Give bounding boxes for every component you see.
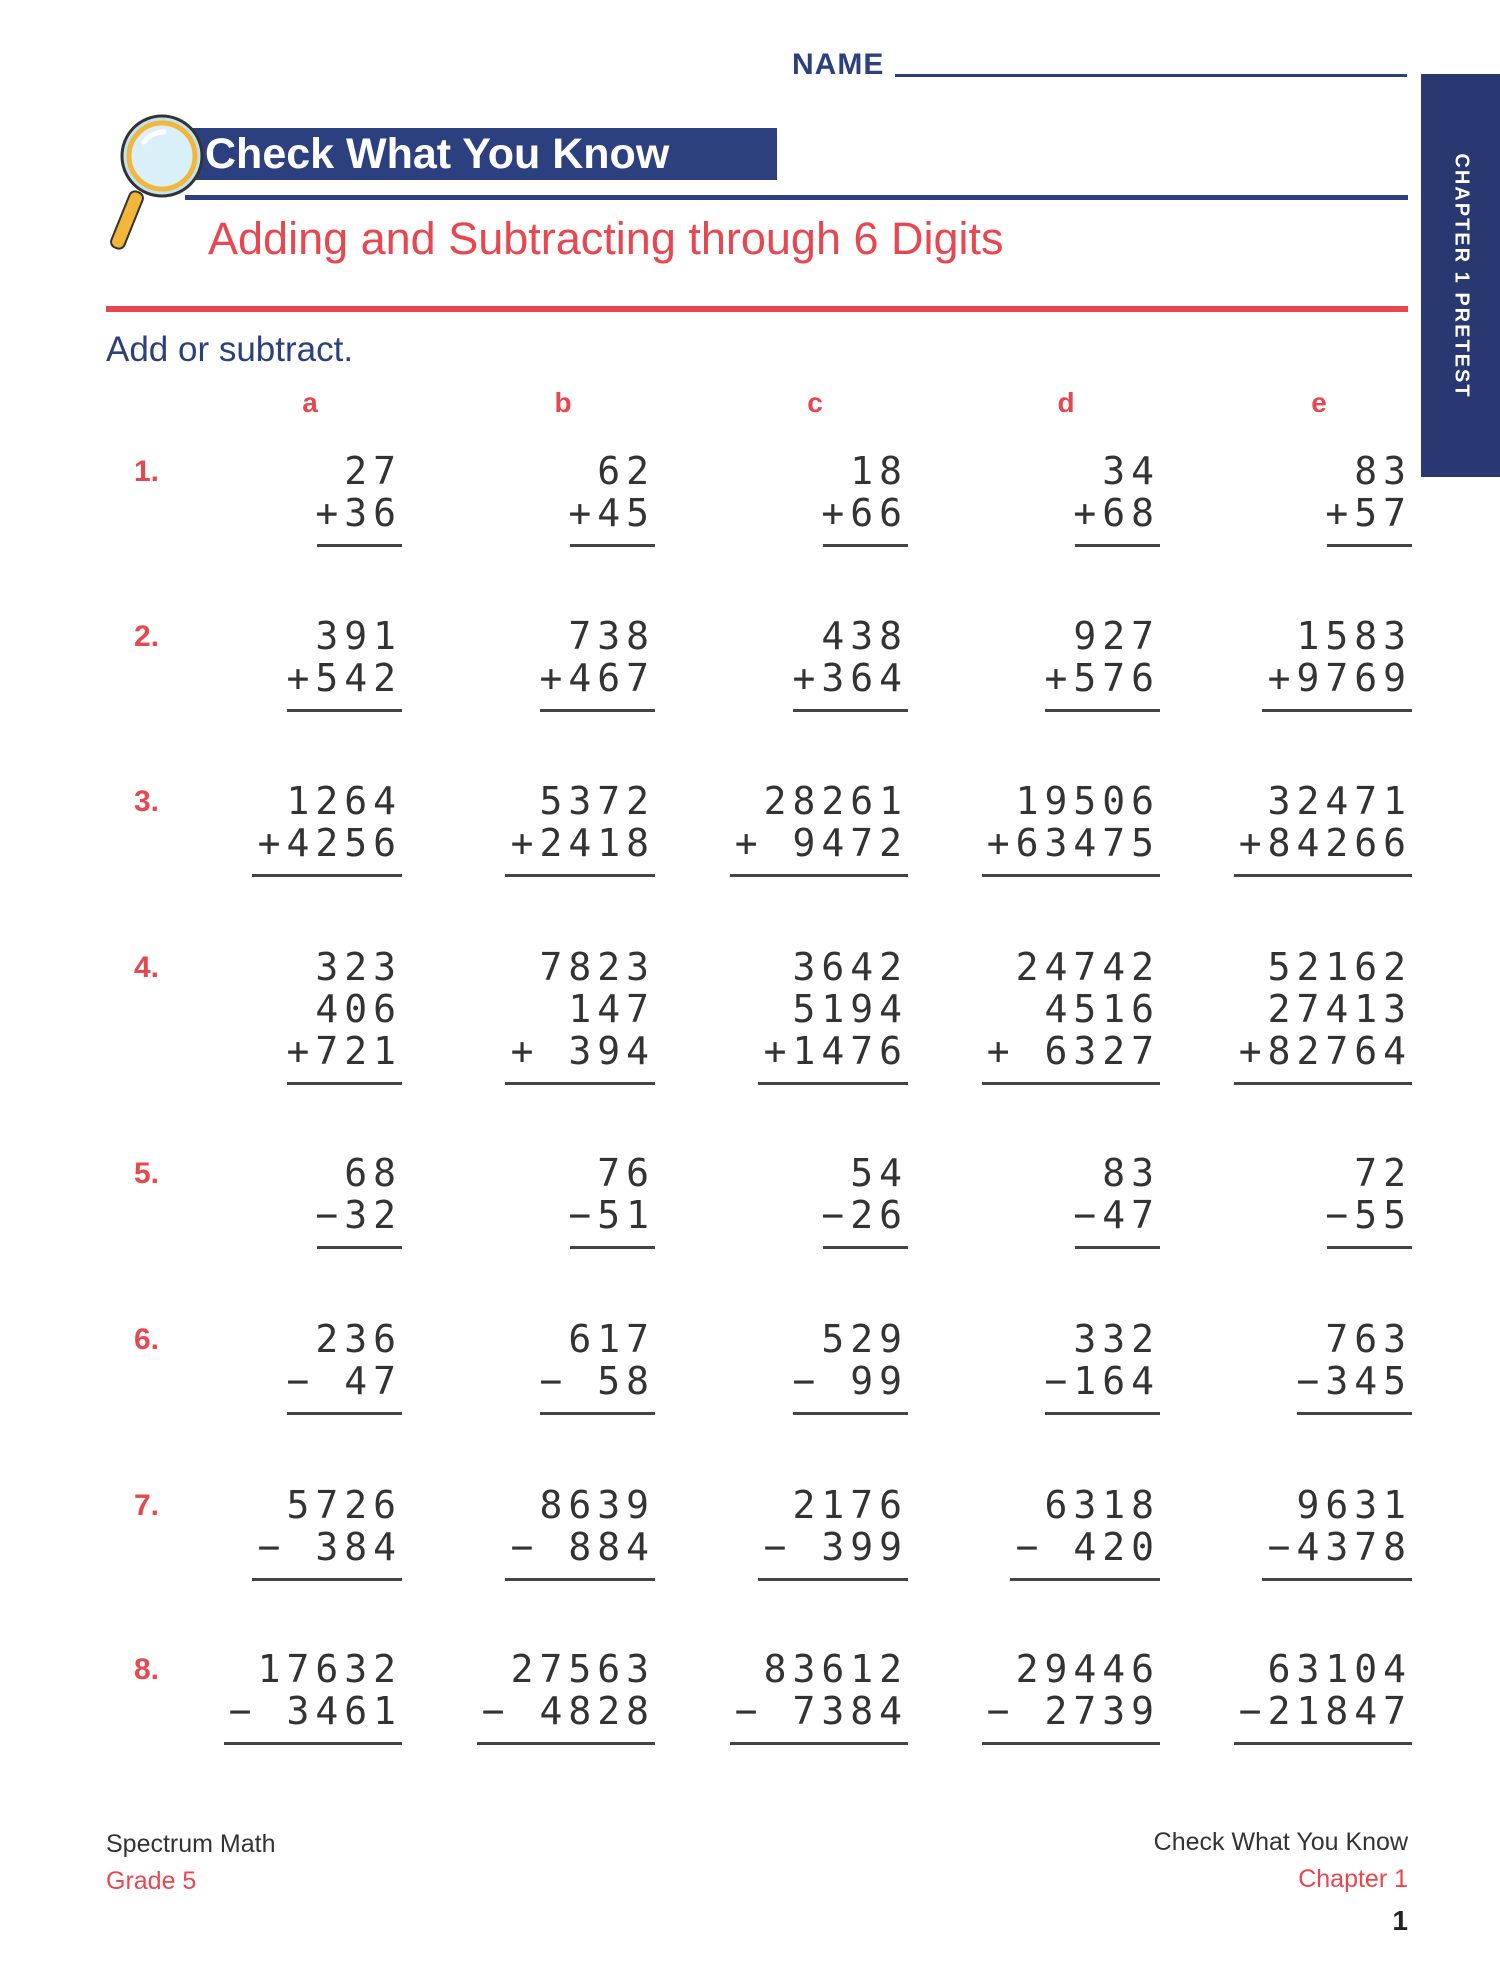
problem-2-a — [222, 615, 402, 712]
row-number: 3. — [134, 785, 160, 818]
problem-3-e — [1232, 780, 1412, 877]
operand-with-operator: +9769 — [1267, 656, 1412, 700]
answer-line[interactable] — [252, 874, 402, 877]
operand-with-operator: +542 — [286, 656, 402, 700]
answer-line[interactable] — [758, 1082, 908, 1085]
answer-line[interactable] — [540, 709, 655, 712]
problem-8-b — [475, 1648, 655, 1745]
operand: 391 — [315, 614, 402, 658]
problem-2-b — [475, 615, 655, 712]
operand-with-operator: +63475 — [986, 821, 1160, 865]
row-number: 6. — [134, 1323, 160, 1356]
operand: 68 — [344, 1151, 402, 1195]
operand-with-operator: +1476 — [763, 1029, 908, 1073]
operand-with-operator: − 399 — [763, 1525, 908, 1569]
operand: 83 — [1102, 1151, 1160, 1195]
title-underline — [185, 195, 1408, 200]
answer-line[interactable] — [793, 1412, 908, 1415]
operand: 27563 — [510, 1647, 655, 1691]
problem-7-c — [728, 1484, 908, 1581]
operand: 438 — [821, 614, 908, 658]
answer-line[interactable] — [758, 1578, 908, 1581]
operand: 3642 — [792, 945, 908, 989]
problem-6-b — [475, 1318, 655, 1415]
column-letter-c: c — [807, 387, 823, 418]
problem-5-a — [222, 1152, 402, 1249]
operand-with-operator: − 7384 — [734, 1689, 908, 1733]
answer-line[interactable] — [982, 1082, 1160, 1085]
row-number: 8. — [134, 1653, 160, 1686]
answer-line[interactable] — [1327, 1246, 1412, 1249]
operand-with-operator: +45 — [568, 491, 655, 535]
problem-6-c — [728, 1318, 908, 1415]
operand: 529 — [821, 1317, 908, 1361]
operand: 29446 — [1015, 1647, 1160, 1691]
operand: 927 — [1073, 614, 1160, 658]
operand: 54 — [850, 1151, 908, 1195]
problem-4-d — [980, 946, 1160, 1085]
answer-line[interactable] — [505, 1082, 655, 1085]
chapter-tab — [1421, 74, 1500, 477]
answer-line[interactable] — [730, 1742, 908, 1745]
operand: 4516 — [1044, 987, 1160, 1031]
name-line[interactable] — [895, 74, 1407, 77]
operand-with-operator: + 6327 — [986, 1029, 1160, 1073]
operand: 76 — [597, 1151, 655, 1195]
operand-with-operator: + 394 — [510, 1029, 655, 1073]
operand: 52162 — [1267, 945, 1412, 989]
operand-with-operator: − 3461 — [228, 1689, 402, 1733]
problem-4-a — [222, 946, 402, 1085]
operand: 5372 — [539, 779, 655, 823]
footer-section-title: Check What You Know — [1153, 1828, 1408, 1856]
operand: 34 — [1102, 449, 1160, 493]
answer-line[interactable] — [570, 544, 655, 547]
footer-grade: Grade 5 — [106, 1867, 197, 1895]
answer-line[interactable] — [1010, 1578, 1160, 1581]
operand-with-operator: − 884 — [510, 1525, 655, 1569]
problem-2-d — [980, 615, 1160, 712]
operand: 1583 — [1296, 614, 1412, 658]
problem-7-a — [222, 1484, 402, 1581]
problem-5-d — [980, 1152, 1160, 1249]
operand-with-operator: −26 — [821, 1193, 908, 1237]
operand-with-operator: +84266 — [1238, 821, 1412, 865]
operand: 27 — [344, 449, 402, 493]
operand: 63104 — [1267, 1647, 1412, 1691]
operand-with-operator: +57 — [1325, 491, 1412, 535]
row-number: 2. — [134, 620, 160, 653]
row-number: 7. — [134, 1489, 160, 1522]
operand-with-operator: −21847 — [1238, 1689, 1412, 1733]
problem-5-b — [475, 1152, 655, 1249]
operand: 5194 — [792, 987, 908, 1031]
problem-7-b — [475, 1484, 655, 1581]
operand-with-operator: − 47 — [286, 1359, 402, 1403]
answer-line[interactable] — [1262, 1578, 1412, 1581]
operand-with-operator: − 2739 — [986, 1689, 1160, 1733]
answer-line[interactable] — [1075, 544, 1160, 547]
answer-line[interactable] — [1327, 544, 1412, 547]
answer-line[interactable] — [570, 1246, 655, 1249]
problem-1-d — [980, 450, 1160, 547]
answer-line[interactable] — [224, 1742, 402, 1745]
operand-with-operator: −164 — [1044, 1359, 1160, 1403]
answer-line[interactable] — [287, 1412, 402, 1415]
answer-line[interactable] — [1075, 1246, 1160, 1249]
answer-line[interactable] — [287, 709, 402, 712]
problem-3-d — [980, 780, 1160, 877]
column-letter-b: b — [554, 387, 572, 418]
operand-with-operator: +82764 — [1238, 1029, 1412, 1073]
answer-line[interactable] — [823, 1246, 908, 1249]
answer-line[interactable] — [252, 1578, 402, 1581]
column-letter-a: a — [302, 387, 318, 418]
instructions: Add or subtract. — [106, 330, 354, 369]
operand-with-operator: +2418 — [510, 821, 655, 865]
problem-5-c — [728, 1152, 908, 1249]
problem-1-b — [475, 450, 655, 547]
problem-3-c — [728, 780, 908, 877]
answer-line[interactable] — [505, 874, 655, 877]
problem-8-a — [222, 1648, 402, 1745]
operand-with-operator: +721 — [286, 1029, 402, 1073]
operand: 617 — [568, 1317, 655, 1361]
operand-with-operator: + 9472 — [734, 821, 908, 865]
operand-with-operator: −55 — [1325, 1193, 1412, 1237]
operand-with-operator: −32 — [315, 1193, 402, 1237]
operand-with-operator: −345 — [1296, 1359, 1412, 1403]
problem-8-c — [728, 1648, 908, 1745]
row-number: 1. — [134, 455, 160, 488]
problem-3-a — [222, 780, 402, 877]
footer-book-title: Spectrum Math — [106, 1830, 276, 1858]
operand-with-operator: +4256 — [257, 821, 402, 865]
answer-line[interactable] — [317, 544, 402, 547]
answer-line[interactable] — [1297, 1412, 1412, 1415]
operand: 8639 — [539, 1483, 655, 1527]
problem-5-e — [1232, 1152, 1412, 1249]
answer-line[interactable] — [1234, 1742, 1412, 1745]
answer-line[interactable] — [982, 1742, 1160, 1745]
operand: 17632 — [257, 1647, 402, 1691]
row-number: 4. — [134, 951, 160, 984]
operand: 738 — [568, 614, 655, 658]
problem-8-e — [1232, 1648, 1412, 1745]
answer-line[interactable] — [982, 874, 1160, 877]
answer-line[interactable] — [1045, 709, 1160, 712]
answer-line[interactable] — [1262, 709, 1412, 712]
column-letter-d: d — [1057, 387, 1075, 418]
operand-with-operator: − 384 — [257, 1525, 402, 1569]
problem-3-b — [475, 780, 655, 877]
operand-with-operator: −4378 — [1267, 1525, 1412, 1569]
operand: 763 — [1325, 1317, 1412, 1361]
operand: 6318 — [1044, 1483, 1160, 1527]
answer-line[interactable] — [317, 1246, 402, 1249]
problem-1-a — [222, 450, 402, 547]
magnifier-icon — [110, 112, 210, 262]
operand: 83 — [1354, 449, 1412, 493]
operand-with-operator: −51 — [568, 1193, 655, 1237]
answer-line[interactable] — [1045, 1412, 1160, 1415]
problem-4-e — [1232, 946, 1412, 1085]
operand-with-operator: +576 — [1044, 656, 1160, 700]
name-label: NAME — [792, 48, 885, 81]
problem-2-e — [1232, 615, 1412, 712]
column-letter-e: e — [1311, 387, 1327, 418]
operand: 5726 — [286, 1483, 402, 1527]
operand: 83612 — [763, 1647, 908, 1691]
page-subtitle: Adding and Subtracting through 6 Digits — [208, 213, 1004, 264]
operand-with-operator: +36 — [315, 491, 402, 535]
operand-with-operator: − 99 — [792, 1359, 908, 1403]
problem-7-d — [980, 1484, 1160, 1581]
answer-line[interactable] — [823, 544, 908, 547]
operand: 28261 — [763, 779, 908, 823]
operand: 18 — [850, 449, 908, 493]
problem-2-c — [728, 615, 908, 712]
problem-6-a — [222, 1318, 402, 1415]
operand: 236 — [315, 1317, 402, 1361]
problem-8-d — [980, 1648, 1160, 1745]
operand: 1264 — [286, 779, 402, 823]
answer-line[interactable] — [505, 1578, 655, 1581]
operand-with-operator: +467 — [539, 656, 655, 700]
answer-line[interactable] — [1234, 1082, 1412, 1085]
operand: 24742 — [1015, 945, 1160, 989]
problem-1-c — [728, 450, 908, 547]
answer-line[interactable] — [1234, 874, 1412, 877]
problem-1-e — [1232, 450, 1412, 547]
operand: 72 — [1354, 1151, 1412, 1195]
footer-chapter: Chapter 1 — [1298, 1865, 1408, 1893]
page-title: Check What You Know — [205, 130, 670, 178]
page-number: 1 — [1392, 1905, 1408, 1936]
operand: 62 — [597, 449, 655, 493]
operand-with-operator: − 58 — [539, 1359, 655, 1403]
operand-with-operator: − 4828 — [481, 1689, 655, 1733]
operand: 9631 — [1296, 1483, 1412, 1527]
operand: 19506 — [1015, 779, 1160, 823]
operand: 32471 — [1267, 779, 1412, 823]
operand-with-operator: − 420 — [1015, 1525, 1160, 1569]
answer-line[interactable] — [540, 1412, 655, 1415]
answer-line[interactable] — [793, 709, 908, 712]
chapter-tab-label: CHAPTER 1 PRETEST — [1450, 152, 1472, 399]
section-divider — [106, 306, 1408, 312]
problem-6-d — [980, 1318, 1160, 1415]
operand: 323 — [315, 945, 402, 989]
operand: 27413 — [1267, 987, 1412, 1031]
operand-with-operator: +68 — [1073, 491, 1160, 535]
operand-with-operator: −47 — [1073, 1193, 1160, 1237]
answer-line[interactable] — [287, 1082, 402, 1085]
operand: 2176 — [792, 1483, 908, 1527]
problem-4-b — [475, 946, 655, 1085]
problem-6-e — [1232, 1318, 1412, 1415]
operand-with-operator: +66 — [821, 491, 908, 535]
answer-line[interactable] — [477, 1742, 655, 1745]
operand: 332 — [1073, 1317, 1160, 1361]
operand: 147 — [568, 987, 655, 1031]
answer-line[interactable] — [730, 874, 908, 877]
problem-4-c — [728, 946, 908, 1085]
row-number: 5. — [134, 1157, 160, 1190]
operand: 7823 — [539, 945, 655, 989]
problem-7-e — [1232, 1484, 1412, 1581]
operand: 406 — [315, 987, 402, 1031]
operand-with-operator: +364 — [792, 656, 908, 700]
